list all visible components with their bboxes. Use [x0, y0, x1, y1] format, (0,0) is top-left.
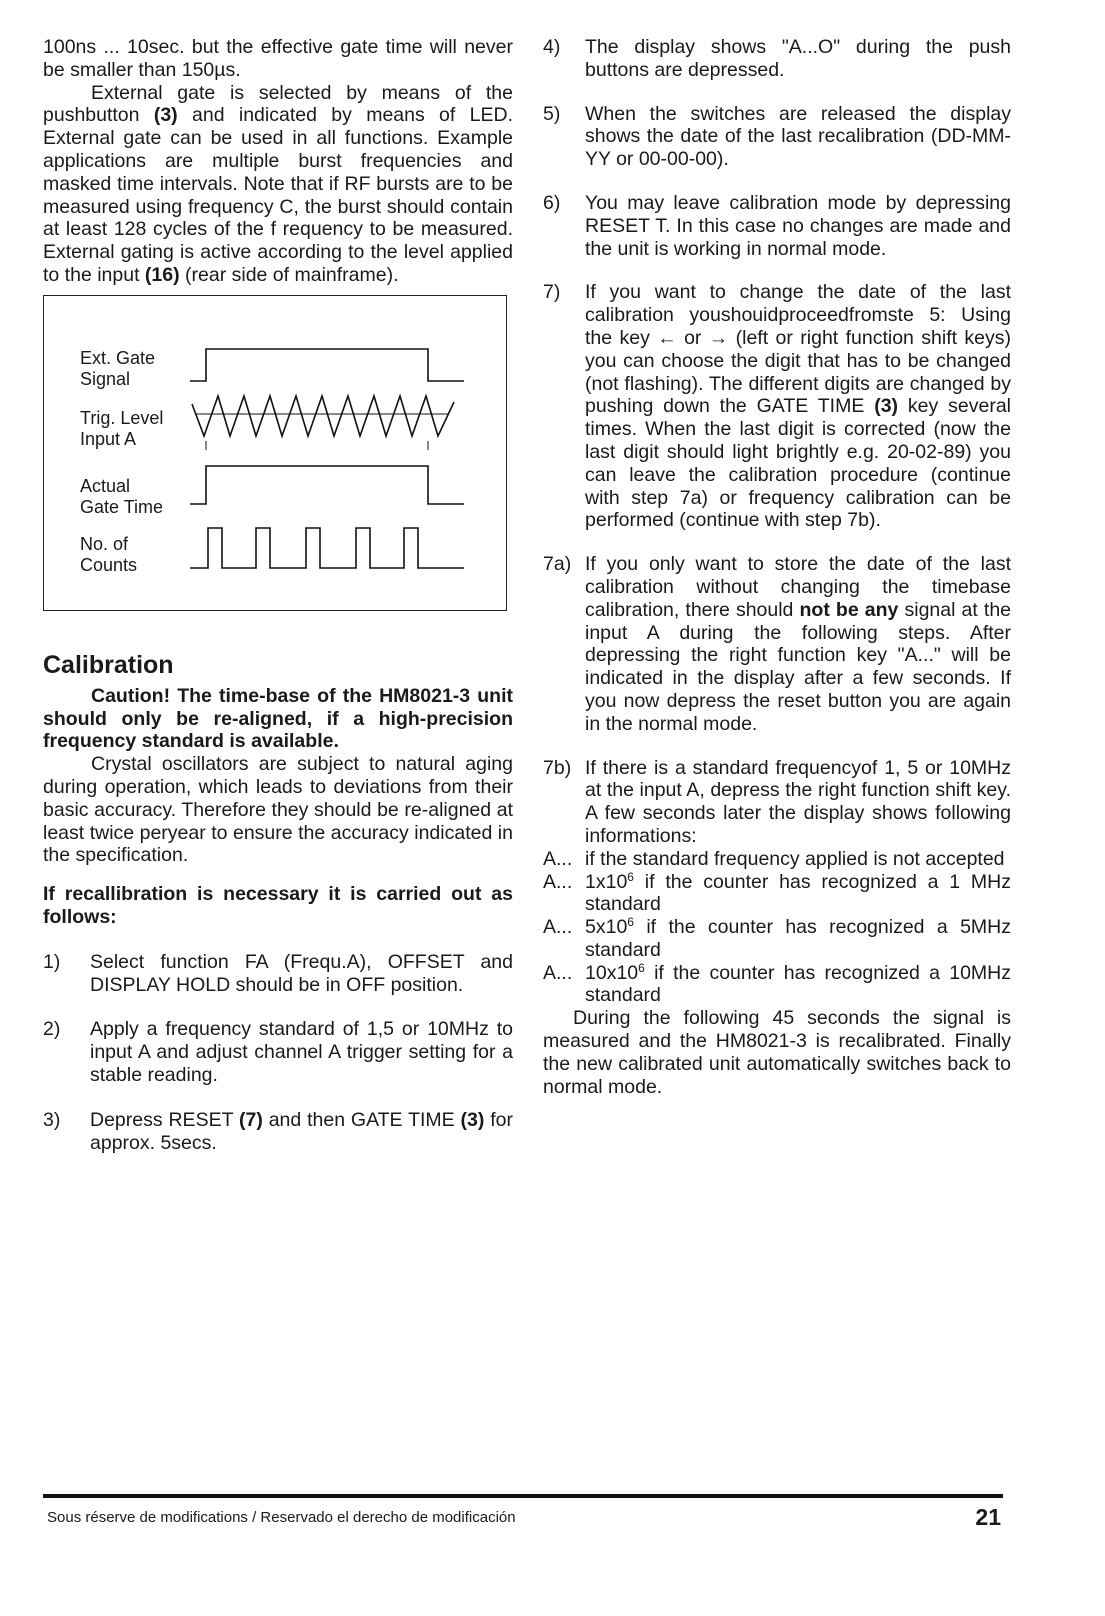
ref-pushbutton-3: (3)	[153, 104, 178, 127]
step-3	[43, 1109, 513, 1155]
step-text: If you only want to store the date of the last calibration without changing the timebase calibration, there should not be any signal at the input A during the following steps. After depressing the right function key "A..." will be indicated in the display after a few seconds. If you now depress the reset button you are again in the normal mode.	[585, 553, 1012, 735]
step-number: 7)	[543, 281, 561, 304]
step-text: When the switches are released the display shows the date of the last recalibration (DD-MM-YY or 00-00-00).	[585, 102, 1011, 171]
display-message-4	[543, 962, 1011, 1008]
step-text: If you want to change the date of the last calibration youshouidproceedfromste 5: Using the key ← or → (left or right function shift keys) you can choose the digit that has to be changed (not flashing). The different digits are changed by pushing down the GATE TIME (3) key several times. When the last digit is corrected (now the last digit should light brightly e.g. 20-02-89) you can leave the calibration procedure (continue with step 7a) or frequency calibration can be performed (continue with step 7b).	[585, 281, 1011, 532]
display-meaning: $1x10^6$ if the counter has recognized a 1 MHz standard	[585, 869, 1011, 916]
step-text: Depress RESET (7) and then GATE TIME (3) for approx. 5secs.	[90, 1108, 513, 1154]
caution-note: Caution! The time-base of the HM8021-3 unit should only be re-aligned, if a high-precision frequency standard is available.	[43, 684, 513, 753]
step-number: 3)	[43, 1108, 61, 1131]
text-run: (rear side of mainframe).	[179, 263, 399, 286]
display-code: A...	[543, 916, 573, 939]
step-1	[43, 951, 513, 997]
display-meaning: $5x10^6$ if the counter has recognized a 5MHz standard	[585, 915, 1011, 961]
label-ext-gate: Ext. Gate Signal	[80, 347, 156, 389]
ext-gate-waveform	[190, 349, 464, 381]
step-5	[543, 103, 1011, 171]
step-number: 7b)	[543, 756, 572, 779]
step-text: The display shows "A...O" during the push buttons are depressed.	[585, 36, 1011, 81]
step-7	[543, 281, 1011, 532]
ref-input-16: (16)	[144, 263, 180, 286]
display-message-1	[543, 848, 1011, 871]
display-message-3	[543, 916, 1011, 962]
intro-paragraph: 100ns ... 10sec. but the effective gate time will never be smaller than 150µs.	[43, 36, 513, 81]
display-meaning: $10x10^6$ if the counter has recognized a 10MHz standard	[585, 960, 1011, 1007]
step-6	[543, 192, 1011, 260]
counts-waveform	[190, 528, 464, 568]
step-4	[543, 36, 1011, 82]
crystal-paragraph: Crystal oscillators are subject to natural aging during operation, which leads to deviations from their basic accuracy. Therefore they should be re-aligned at least twice peryear to ensure the accuracy indicated in the specification.	[43, 753, 513, 867]
text-run: External gate is selected by means of the pushbutton	[43, 81, 513, 127]
display-code: A...	[543, 961, 573, 984]
gate-marker	[206, 441, 428, 450]
text-run: and indicated by means of LED. External gate can be used in all functions. Example applications are multiple burst frequencies and masked time intervals. Note that if RF bursts are to be measured using frequency C, the burst should contain at least 128 cycles of the f requency to be measured. External gating is active according to the level applied to the input	[43, 104, 514, 286]
step-7a	[543, 553, 1011, 735]
step-number: 4)	[543, 36, 561, 58]
closing-paragraph: During the following 45 seconds the signal is measured and the HM8021-3 is recalibrated. Finally the new calibrated unit automatically switches back to normal mode.	[543, 1007, 1011, 1098]
page-number: 21	[975, 1504, 1001, 1530]
display-code: A...	[543, 870, 573, 893]
step-text: You may leave calibration mode by depressing RESET T. In this case no changes are made and the unit is working in normal mode.	[585, 191, 1011, 260]
actual-gate-waveform	[190, 466, 464, 504]
right-column	[543, 36, 1011, 1098]
left-column	[43, 36, 513, 1154]
display-message-2	[543, 871, 1011, 917]
label-trig-level: Trig. Level Input A	[80, 407, 164, 449]
footer-disclaimer: Sous réserve de modifications / Reservado el derecho de modificación	[47, 1509, 516, 1526]
gate-timing-diagram	[43, 295, 507, 611]
step-number: 7a)	[543, 553, 572, 576]
external-gate-paragraph	[43, 82, 513, 287]
step-text: Select function FA (Frequ.A), OFFSET and DISPLAY HOLD should be in OFF position.	[90, 950, 513, 996]
input-a-waveform	[192, 396, 454, 436]
display-code: A...	[543, 847, 573, 870]
display-meaning: if the standard frequency applied is not accepted	[585, 847, 1005, 870]
step-number: 6)	[543, 191, 561, 214]
label-counts: No. of Counts	[80, 533, 138, 575]
step-2	[43, 1018, 513, 1086]
step-text: If there is a standard frequencyof 1, 5 or 10MHz at the input A, depress the right function shift key. A few seconds later the display shows following informations:	[585, 756, 1011, 847]
footer-rule	[43, 1494, 1003, 1498]
label-actual-gate: Actual Gate Time	[80, 475, 164, 517]
recalibration-subheading: If recallibration is necessary it is carried out as follows:	[43, 883, 513, 928]
step-number: 1)	[43, 950, 61, 973]
timing-waveforms	[44, 296, 506, 610]
step-number: 5)	[543, 102, 561, 125]
step-7b	[543, 757, 1011, 848]
step-text: Apply a frequency standard of 1,5 or 10MHz to input A and adjust channel A trigger setting for a stable reading.	[90, 1018, 513, 1086]
step-number: 2)	[43, 1018, 61, 1041]
calibration-heading: Calibration	[43, 650, 174, 679]
